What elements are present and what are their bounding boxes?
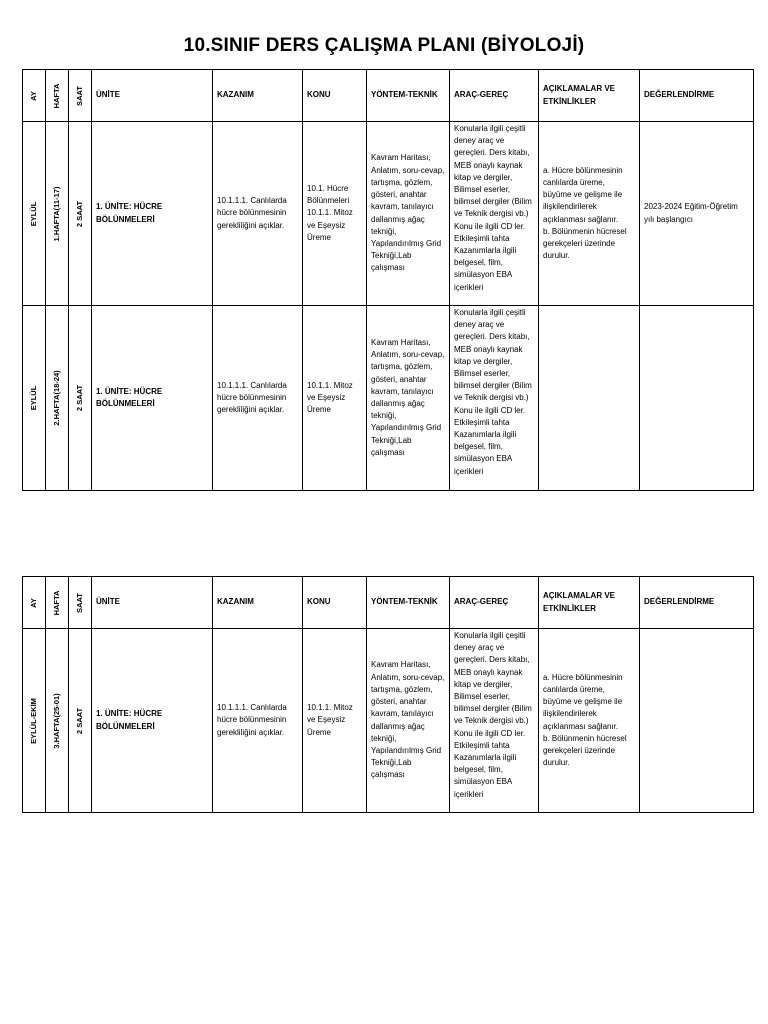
cell-ay: EYLÜL [23,306,46,491]
header-kazanim: KAZANIM [213,70,303,122]
cell-aciklamalar: a. Hücre bölünmesinin canlılarda üreme, büyüme ve gelişme ile ilişkilendirilerek açıklanması sağlanır. b. Bölünmenin hücresel gerekçeleri üzerinde durulur. [539,629,640,813]
cell-arac: Konularla ilgili çeşitli deney araç ve gereçleri. Ders kitabı, MEB onaylı kaynak kitap ve dergiler, Bilimsel eserler, bilimsel dergiler (Bilim ve Teknik dergisi vb.) Konu ile ilgili CD ler. Etkileşimli tahta Kazanımlarla ilgili belgesel, film, simülasyon EBA içerikleri [450,306,539,491]
cell-ay: EYLÜL-EKİM [23,629,46,813]
header-row [23,577,754,629]
header-hafta: HAFTA [46,70,69,122]
header-konu: KONU [303,577,367,629]
cell-aciklamalar [539,306,640,491]
header-aciklamalar: AÇIKLAMALAR VE ETKİNLİKLER [539,577,640,629]
cell-yontem: Kavram Haritası, Anlatım, soru-cevap, tartışma, gözlem, gösteri, anahtar kavram, tanılayıcı dallanmış ağaç tekniği, Yapılandırılmış Grid Tekniği,Lab çalışması [367,306,450,491]
cell-degerlendirme [640,629,754,813]
table-row [23,629,754,813]
cell-saat: 2 SAAT [69,306,92,491]
plan-table-1 [22,69,754,491]
cell-kazanim: 10.1.1.1. Canlılarda hücre bölünmesinin gerekliliğini açıklar. [213,629,303,813]
cell-arac: Konularla ilgili çeşitli deney araç ve gereçleri. Ders kitabı, MEB onaylı kaynak kitap ve dergiler, Bilimsel eserler, bilimsel dergiler (Bilim ve Teknik dergisi vb.) Konu ile ilgili CD ler. Etkileşimli tahta Kazanımlarla ilgili belgesel, film, simülasyon EBA içerikleri [450,629,539,813]
cell-hafta: 1.HAFTA(11-17) [46,122,69,306]
cell-arac: Konularla ilgili çeşitli deney araç ve gereçleri. Ders kitabı, MEB onaylı kaynak kitap ve dergiler, Bilimsel eserler, bilimsel dergiler (Bilim ve Teknik dergisi vb.) Konu ile ilgili CD ler. Etkileşimli tahta Kazanımlarla ilgili belgesel, film, simülasyon EBA içerikleri [450,122,539,306]
document-title: 10.SINIF DERS ÇALIŞMA PLANI (BİYOLOJİ) [183,35,585,56]
header-degerlendirme: DEĞERLENDİRME [640,577,754,629]
plan-table-2 [22,576,754,813]
cell-yontem: Kavram Haritası, Anlatım, soru-cevap, tartışma, gözlem, gösteri, anahtar kavram, tanılayıcı dallanmış ağaç tekniği, Yapılandırılmış Grid Tekniği,Lab çalışması [367,629,450,813]
cell-kazanim: 10.1.1.1. Canlılarda hücre bölünmesinin gerekliliğini açıklar. [213,122,303,306]
cell-unite: 1. ÜNİTE: HÜCRE BÖLÜNMELERİ [92,306,213,491]
cell-konu: 10.1. Hücre Bölünmeleri 10.1.1. Mitoz ve Eşeysiz Üreme [303,122,367,306]
header-degerlendirme: DEĞERLENDİRME [640,70,754,122]
cell-hafta: 2.HAFTA(18-24) [46,306,69,491]
header-unite: ÜNİTE [92,70,213,122]
cell-konu: 10.1.1. Mitoz ve Eşeysiz Üreme [303,629,367,813]
header-ay: AY [23,577,46,629]
header-hafta: HAFTA [46,577,69,629]
table-row [23,122,754,306]
header-unite: ÜNİTE [92,577,213,629]
cell-unite: 1. ÜNİTE: HÜCRE BÖLÜNMELERİ [92,122,213,306]
cell-konu: 10.1.1. Mitoz ve Eşeysiz Üreme [303,306,367,491]
table-row [23,306,754,491]
header-arac: ARAÇ-GEREÇ [450,577,539,629]
cell-unite: 1. ÜNİTE: HÜCRE BÖLÜNMELERİ [92,629,213,813]
header-arac: ARAÇ-GEREÇ [450,70,539,122]
header-saat: SAAT [69,70,92,122]
cell-aciklamalar: a. Hücre bölünmesinin canlılarda üreme, büyüme ve gelişme ile ilişkilendirilerek açıklanması sağlanır. b. Bölünmenin hücresel gerekçeleri üzerinde durulur. [539,122,640,306]
cell-hafta: 3.HAFTA(25-01) [46,629,69,813]
header-yontem: YÖNTEM-TEKNİK [367,577,450,629]
header-saat: SAAT [69,577,92,629]
cell-kazanim: 10.1.1.1. Canlılarda hücre bölünmesinin gerekliliğini açıklar. [213,306,303,491]
cell-yontem: Kavram Haritası, Anlatım, soru-cevap, tartışma, gözlem, gösteri, anahtar kavram, tanılayıcı dallanmış ağaç tekniği, Yapılandırılmış Grid Tekniği,Lab çalışması [367,122,450,306]
cell-ay: EYLÜL [23,122,46,306]
cell-degerlendirme: 2023-2024 Eğitim-Öğretim yılı başlangıcı [640,122,754,306]
header-ay: AY [23,70,46,122]
header-yontem: YÖNTEM-TEKNİK [367,70,450,122]
cell-degerlendirme [640,306,754,491]
header-konu: KONU [303,70,367,122]
header-kazanim: KAZANIM [213,577,303,629]
cell-saat: 2 SAAT [69,629,92,813]
header-aciklamalar: AÇIKLAMALAR VE ETKİNLİKLER [539,70,640,122]
header-row [23,70,754,122]
cell-saat: 2 SAAT [69,122,92,306]
